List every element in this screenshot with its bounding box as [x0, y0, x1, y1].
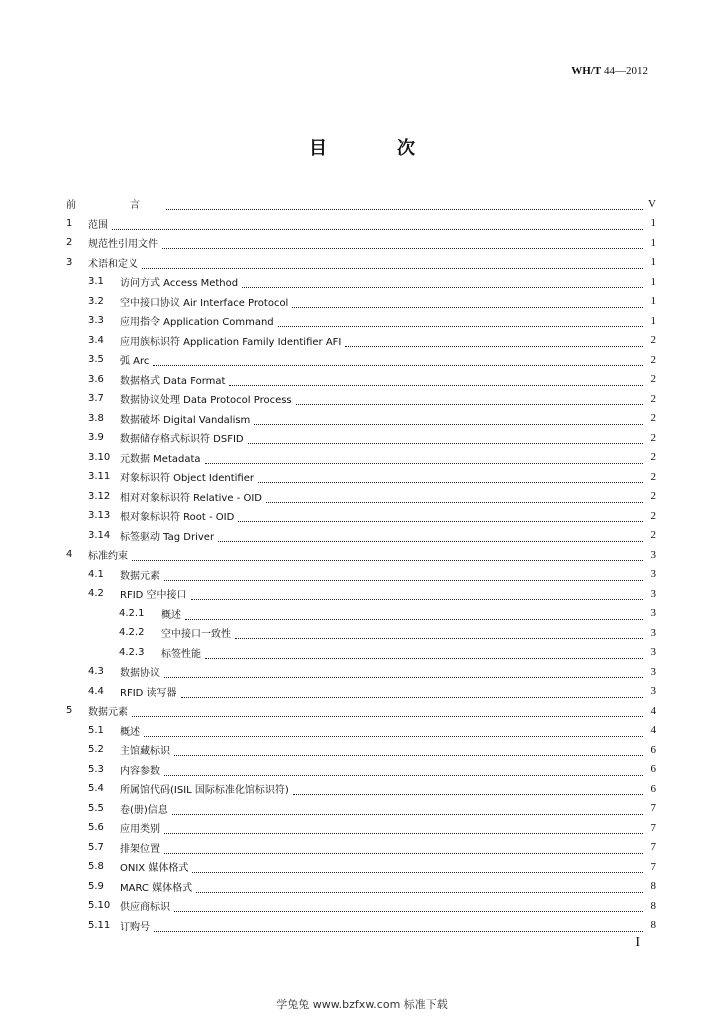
- toc-entry-label: 概述: [120, 726, 140, 738]
- toc-entry: [66, 565, 656, 585]
- toc-entry-page: 2: [650, 470, 656, 483]
- dot-leader: [218, 531, 643, 542]
- toc-entry-label: ONIX 媒体格式: [120, 863, 189, 875]
- toc-entry-number: 4.2: [88, 588, 104, 600]
- toc-entry-number: 5.2: [88, 744, 104, 756]
- toc-entry: [66, 701, 656, 721]
- dot-leader: [238, 511, 643, 522]
- toc-entry: [66, 760, 656, 780]
- toc-entry-number: 5.5: [88, 802, 104, 814]
- dot-leader: [185, 609, 643, 620]
- toc-entry-page: 8: [650, 919, 656, 932]
- toc-entry-label: 主馆藏标识: [120, 746, 170, 758]
- toc-entry-label: 规范性引用文件: [88, 239, 158, 251]
- dot-leader: [132, 706, 643, 717]
- toc-entry-label: 卷(册)信息: [120, 804, 168, 816]
- toc-entry-label: 所属馆代码(ISIL 国际标准化馆标识符): [120, 785, 289, 797]
- toc-entry-number: 3.11: [88, 471, 111, 483]
- page-numeral: I: [635, 935, 640, 950]
- toc-entry-page: 1: [650, 236, 656, 249]
- table-of-contents: [66, 194, 656, 935]
- toc-entry-number: 5.3: [88, 763, 104, 775]
- toc-entry-label: 根对象标识符 Root - OID: [120, 512, 235, 524]
- toc-entry: [66, 779, 656, 799]
- dot-leader: [278, 316, 643, 327]
- dot-leader: [235, 628, 643, 639]
- toc-entry-page: 2: [650, 509, 656, 522]
- toc-entry-page: 7: [650, 841, 656, 854]
- toc-entry: [66, 487, 656, 507]
- toc-entry-label: 相对对象标识符 Relative - OID: [120, 492, 262, 504]
- toc-entry-number: 4.1: [88, 568, 104, 580]
- toc-entry-number: 5.4: [88, 783, 104, 795]
- toc-entry-page: 3: [650, 626, 656, 639]
- toc-entry: [66, 721, 656, 741]
- dot-leader: [242, 277, 643, 288]
- toc-entry: [66, 818, 656, 838]
- toc-entry: [66, 584, 656, 604]
- toc-entry-number: 3.6: [88, 373, 104, 385]
- dot-leader: [154, 921, 643, 932]
- toc-entry-number: 5.1: [88, 724, 104, 736]
- toc-entry-page: 2: [650, 431, 656, 444]
- toc-entry-label: 弧 Arc: [120, 356, 150, 368]
- toc-entry-label: 空中接口一致性: [161, 629, 231, 641]
- toc-entry-label: 数据储存格式标识符 DSFID: [120, 434, 244, 446]
- toc-entry: [66, 467, 656, 487]
- toc-entry-page: 2: [650, 451, 656, 464]
- toc-entry-page: 1: [650, 295, 656, 308]
- toc-entry-label: RFID 读写器: [120, 687, 177, 699]
- toc-entry-label: 标准约束: [88, 551, 128, 563]
- toc-entry-page: 1: [650, 217, 656, 230]
- toc-entry: [66, 448, 656, 468]
- toc-entry-number: 4.3: [88, 666, 104, 678]
- dot-leader: [292, 297, 643, 308]
- toc-entry-number: 5: [66, 705, 73, 717]
- toc-entry: [66, 428, 656, 448]
- toc-entry-number: 4.2.3: [119, 646, 145, 658]
- toc-entry-number: 3.4: [88, 334, 104, 346]
- toc-entry-label: 标签驱动 Tag Driver: [120, 531, 215, 543]
- toc-entry-page: 1: [650, 314, 656, 327]
- dot-leader: [258, 472, 643, 483]
- toc-entry-page: 2: [650, 529, 656, 542]
- toc-entry-label: MARC 媒体格式: [120, 882, 193, 894]
- toc-entry: [66, 370, 656, 390]
- toc-entry-page: 2: [650, 412, 656, 425]
- dot-leader: [196, 882, 643, 893]
- toc-entry-label: 元数据 Metadata: [120, 453, 201, 465]
- dot-leader: [162, 238, 643, 249]
- toc-entry-page: 7: [650, 802, 656, 815]
- toc-entry: [66, 916, 656, 936]
- toc-entry-page: 3: [650, 646, 656, 659]
- toc-entry-page: 6: [650, 782, 656, 795]
- toc-entry-page: 3: [650, 607, 656, 620]
- toc-entry: [66, 545, 656, 565]
- toc-entry-number: 3.3: [88, 315, 104, 327]
- toc-entry-label: 对象标识符 Object Identifier: [120, 473, 254, 485]
- toc-entry-label: 数据元素: [88, 707, 128, 719]
- dot-leader: [153, 355, 643, 366]
- dot-leader: [181, 687, 643, 698]
- toc-entry: [66, 233, 656, 253]
- toc-entry-label: 内容参数: [120, 765, 160, 777]
- toc-entry-page: 4: [650, 724, 656, 737]
- toc-entry-page: 2: [650, 353, 656, 366]
- dot-leader: [266, 492, 643, 503]
- standard-number: 44—2012: [604, 65, 648, 77]
- dot-leader: [164, 765, 643, 776]
- toc-entry: [66, 272, 656, 292]
- toc-entry: [66, 331, 656, 351]
- toc-entry-number: 3.1: [88, 276, 104, 288]
- toc-title: 目 次: [309, 138, 441, 159]
- toc-entry-label: 订购号: [120, 921, 150, 933]
- toc-entry: [66, 526, 656, 546]
- toc-entry-number: 1: [66, 217, 73, 229]
- dot-leader: [205, 453, 643, 464]
- toc-entry-page: 6: [650, 763, 656, 776]
- dot-leader: [229, 375, 643, 386]
- dot-leader: [164, 843, 643, 854]
- toc-entry: [66, 857, 656, 877]
- toc-entry: [66, 214, 656, 234]
- dot-leader: [192, 862, 643, 873]
- toc-entry-page: 3: [650, 665, 656, 678]
- toc-entry-label: 数据破坏 Digital Vandalism: [120, 414, 251, 426]
- toc-entry-page: 1: [650, 256, 656, 269]
- standard-code: [571, 65, 648, 77]
- toc-entry: [66, 877, 656, 897]
- toc-entry-number: 5.10: [88, 900, 111, 912]
- toc-entry-label: 应用类别: [120, 824, 160, 836]
- toc-entry-number: 5.8: [88, 861, 104, 873]
- toc-entry-page: 3: [650, 548, 656, 561]
- dot-leader: [205, 648, 643, 659]
- dot-leader: [132, 550, 643, 561]
- toc-entry: [66, 896, 656, 916]
- toc-entry-number: 4.2.2: [119, 627, 145, 639]
- dot-leader: [142, 258, 643, 269]
- toc-entry: [66, 662, 656, 682]
- toc-entry: [66, 643, 656, 663]
- dot-leader: [174, 745, 643, 756]
- toc-entry: [66, 194, 656, 214]
- toc-entry: [66, 389, 656, 409]
- toc-entry: [66, 311, 656, 331]
- toc-entry-page: 3: [650, 568, 656, 581]
- footer-watermark: 学兔兔 www.bzfxw.com 标准下载: [276, 998, 448, 1011]
- toc-entry: [66, 506, 656, 526]
- dot-leader: [164, 667, 643, 678]
- toc-entry-number: 3.9: [88, 432, 104, 444]
- toc-entry-label: 数据元素: [120, 570, 160, 582]
- toc-entry-label: 访问方式 Access Method: [120, 278, 239, 290]
- toc-entry-number: 3.5: [88, 354, 104, 366]
- toc-entry: [66, 682, 656, 702]
- toc-entry-page: 2: [650, 392, 656, 405]
- toc-entry-number: 4.4: [88, 685, 104, 697]
- toc-entry-label: 标签性能: [161, 648, 201, 660]
- toc-entry-number: 5.7: [88, 841, 104, 853]
- toc-entry: [66, 350, 656, 370]
- toc-entry-label: 范围: [88, 219, 108, 231]
- toc-entry-number: 2: [66, 237, 73, 249]
- dot-leader: [174, 901, 643, 912]
- toc-entry: [66, 740, 656, 760]
- toc-entry-page: 8: [650, 880, 656, 893]
- toc-entry-number: 4.2.1: [119, 607, 145, 619]
- toc-entry-label: 排架位置: [120, 843, 160, 855]
- toc-entry-number: 3: [66, 256, 73, 268]
- toc-entry: [66, 253, 656, 273]
- toc-entry-label: RFID 空中接口: [120, 590, 187, 602]
- toc-entry-number: 5.6: [88, 822, 104, 834]
- dot-leader: [254, 414, 643, 425]
- toc-entry-label: 数据格式 Data Format: [120, 375, 226, 387]
- toc-entry: [66, 604, 656, 624]
- toc-entry-page: 2: [650, 490, 656, 503]
- dot-leader: [164, 823, 643, 834]
- toc-entry-number: 3.13: [88, 510, 111, 522]
- toc-entry-number: 3.12: [88, 490, 111, 502]
- toc-entry-page: 4: [650, 704, 656, 717]
- toc-entry: [66, 623, 656, 643]
- toc-entry-page: 8: [650, 899, 656, 912]
- toc-entry-number: 3.14: [88, 529, 111, 541]
- dot-leader: [248, 433, 643, 444]
- toc-entry-label: 数据协议: [120, 668, 160, 680]
- dot-leader: [191, 589, 643, 600]
- toc-entry-page: 2: [650, 334, 656, 347]
- toc-entry-label: 前 言: [66, 200, 162, 212]
- dot-leader: [296, 394, 643, 405]
- toc-entry-label: 应用指令 Application Command: [120, 317, 274, 329]
- toc-entry-page: 1: [650, 275, 656, 288]
- toc-entry: [66, 838, 656, 858]
- toc-entry-number: 5.11: [88, 919, 111, 931]
- toc-entry-number: 3.7: [88, 393, 104, 405]
- toc-entry-page: V: [648, 197, 656, 210]
- toc-entry-page: 7: [650, 821, 656, 834]
- toc-entry-page: 2: [650, 373, 656, 386]
- toc-entry-number: 5.9: [88, 880, 104, 892]
- dot-leader: [293, 784, 643, 795]
- toc-entry-label: 概述: [161, 609, 181, 621]
- dot-leader: [345, 336, 643, 347]
- toc-entry-number: 3.10: [88, 451, 111, 463]
- toc-entry-label: 供应商标识: [120, 902, 170, 914]
- dot-leader: [166, 199, 643, 210]
- toc-entry-number: 3.8: [88, 412, 104, 424]
- toc-entry-page: 6: [650, 743, 656, 756]
- toc-entry-label: 空中接口协议 Air Interface Protocol: [120, 297, 289, 309]
- toc-entry: [66, 409, 656, 429]
- dot-leader: [164, 570, 643, 581]
- toc-entry-page: 3: [650, 587, 656, 600]
- toc-entry: [66, 799, 656, 819]
- toc-entry-label: 应用族标识符 Application Family Identifier AFI: [120, 336, 342, 348]
- toc-entry: [66, 292, 656, 312]
- dot-leader: [172, 804, 643, 815]
- toc-entry-label: 术语和定义: [88, 258, 138, 270]
- toc-entry-number: 4: [66, 549, 73, 561]
- dot-leader: [112, 219, 643, 230]
- toc-entry-label: 数据协议处理 Data Protocol Process: [120, 395, 292, 407]
- toc-entry-number: 3.2: [88, 295, 104, 307]
- toc-entry-page: 7: [650, 860, 656, 873]
- toc-entry-page: 3: [650, 685, 656, 698]
- standard-prefix: WH/T: [571, 65, 602, 77]
- dot-leader: [144, 726, 643, 737]
